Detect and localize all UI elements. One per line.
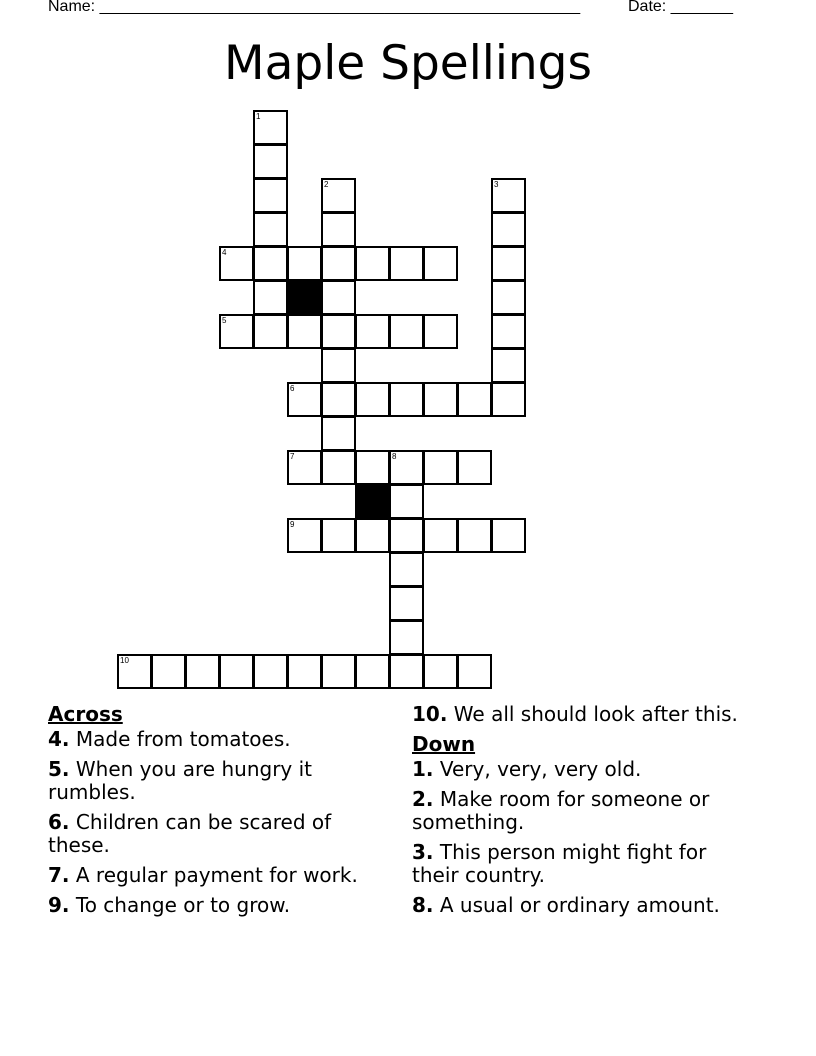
clue-number: 3 bbox=[494, 180, 499, 189]
grid-cell[interactable] bbox=[287, 518, 322, 553]
grid-cell[interactable] bbox=[389, 314, 424, 349]
clue-across-4: 4. Made from tomatoes. bbox=[48, 727, 291, 751]
grid-cell[interactable] bbox=[389, 246, 424, 281]
grid-cell[interactable] bbox=[321, 178, 356, 213]
clue-number: 6 bbox=[290, 384, 295, 393]
grid-cell[interactable] bbox=[287, 314, 322, 349]
page-title: Maple Spellings bbox=[224, 36, 592, 91]
clue-number: 9 bbox=[290, 520, 295, 529]
grid-cell[interactable] bbox=[457, 450, 492, 485]
grid-cell[interactable] bbox=[491, 314, 526, 349]
grid-cell[interactable] bbox=[389, 654, 424, 689]
grid-cell[interactable] bbox=[423, 518, 458, 553]
clue-number: 7 bbox=[290, 452, 295, 461]
grid-cell[interactable] bbox=[253, 212, 288, 247]
clue-down-3: 3. This person might fight for their country. bbox=[412, 840, 707, 887]
grid-cell[interactable] bbox=[355, 450, 390, 485]
grid-cell-shaded bbox=[287, 280, 322, 315]
grid-cell[interactable] bbox=[389, 382, 424, 417]
grid-cell[interactable] bbox=[287, 246, 322, 281]
clue-across-6: 6. Children can be scared of these. bbox=[48, 810, 332, 857]
grid-cell[interactable] bbox=[219, 314, 254, 349]
grid-cell[interactable] bbox=[423, 382, 458, 417]
grid-cell[interactable] bbox=[321, 348, 356, 383]
grid-cell[interactable] bbox=[219, 246, 254, 281]
clue-down-1: 1. Very, very, very old. bbox=[412, 757, 642, 781]
grid-cell[interactable] bbox=[491, 212, 526, 247]
grid-cell[interactable] bbox=[491, 178, 526, 213]
grid-cell[interactable] bbox=[321, 654, 356, 689]
grid-cell[interactable] bbox=[389, 552, 424, 587]
grid-cell[interactable] bbox=[321, 246, 356, 281]
grid-cell[interactable] bbox=[117, 654, 152, 689]
grid-cell[interactable] bbox=[321, 382, 356, 417]
grid-cell[interactable] bbox=[457, 654, 492, 689]
clue-down-2: 2. Make room for someone or something. bbox=[412, 787, 710, 834]
clue-down-8: 8. A usual or ordinary amount. bbox=[412, 893, 720, 917]
grid-cell[interactable] bbox=[389, 518, 424, 553]
clue-number: 8 bbox=[392, 452, 397, 461]
down-heading: Down bbox=[412, 732, 476, 756]
clue-across-9: 9. To change or to grow. bbox=[48, 893, 291, 917]
grid-cell[interactable] bbox=[321, 518, 356, 553]
clue-number: 5 bbox=[222, 316, 227, 325]
grid-cell[interactable] bbox=[321, 416, 356, 451]
grid-cell[interactable] bbox=[355, 518, 390, 553]
grid-cell[interactable] bbox=[355, 654, 390, 689]
grid-cell[interactable] bbox=[253, 654, 288, 689]
grid-cell[interactable] bbox=[253, 144, 288, 179]
grid-cell[interactable] bbox=[253, 280, 288, 315]
grid-cell[interactable] bbox=[151, 654, 186, 689]
clue-number: 10 bbox=[120, 656, 129, 665]
grid-cell[interactable] bbox=[423, 450, 458, 485]
grid-cell[interactable] bbox=[219, 654, 254, 689]
clue-across-10: 10. We all should look after this. bbox=[412, 702, 738, 726]
clue-across-7: 7. A regular payment for work. bbox=[48, 863, 358, 887]
clue-across-5: 5. When you are hungry it rumbles. bbox=[48, 757, 313, 804]
grid-cell[interactable] bbox=[491, 246, 526, 281]
grid-cell[interactable] bbox=[491, 382, 526, 417]
grid-cell[interactable] bbox=[321, 280, 356, 315]
grid-cell[interactable] bbox=[287, 450, 322, 485]
grid-cell[interactable] bbox=[423, 246, 458, 281]
across-heading: Across bbox=[48, 702, 123, 726]
grid-cell[interactable] bbox=[321, 314, 356, 349]
grid-cell[interactable] bbox=[423, 654, 458, 689]
grid-cell[interactable] bbox=[355, 246, 390, 281]
grid-cell[interactable] bbox=[491, 518, 526, 553]
grid-cell[interactable] bbox=[355, 382, 390, 417]
clue-number: 2 bbox=[324, 180, 329, 189]
grid-cell[interactable] bbox=[491, 348, 526, 383]
grid-cell[interactable] bbox=[457, 518, 492, 553]
grid-cell[interactable] bbox=[457, 382, 492, 417]
grid-cell[interactable] bbox=[321, 450, 356, 485]
date-field-label: Date: _______ bbox=[628, 0, 733, 15]
grid-cell[interactable] bbox=[253, 314, 288, 349]
grid-cell[interactable] bbox=[321, 212, 356, 247]
grid-cell[interactable] bbox=[389, 484, 424, 519]
grid-cell[interactable] bbox=[389, 620, 424, 655]
clue-column-left bbox=[48, 703, 378, 924]
grid-cell[interactable] bbox=[389, 450, 424, 485]
grid-cell[interactable] bbox=[355, 314, 390, 349]
clue-column-right bbox=[412, 703, 752, 924]
grid-cell[interactable] bbox=[287, 654, 322, 689]
grid-cell-shaded bbox=[355, 484, 390, 519]
grid-cell[interactable] bbox=[253, 246, 288, 281]
grid-cell[interactable] bbox=[253, 178, 288, 213]
clue-number: 4 bbox=[222, 248, 227, 257]
grid-cell[interactable] bbox=[253, 110, 288, 145]
grid-cell[interactable] bbox=[491, 280, 526, 315]
name-field-label: Name: ______________________________________________________ bbox=[48, 0, 581, 15]
grid-cell[interactable] bbox=[287, 382, 322, 417]
grid-cell[interactable] bbox=[185, 654, 220, 689]
grid-cell[interactable] bbox=[389, 586, 424, 621]
clue-number: 1 bbox=[256, 112, 261, 121]
grid-cell[interactable] bbox=[423, 314, 458, 349]
